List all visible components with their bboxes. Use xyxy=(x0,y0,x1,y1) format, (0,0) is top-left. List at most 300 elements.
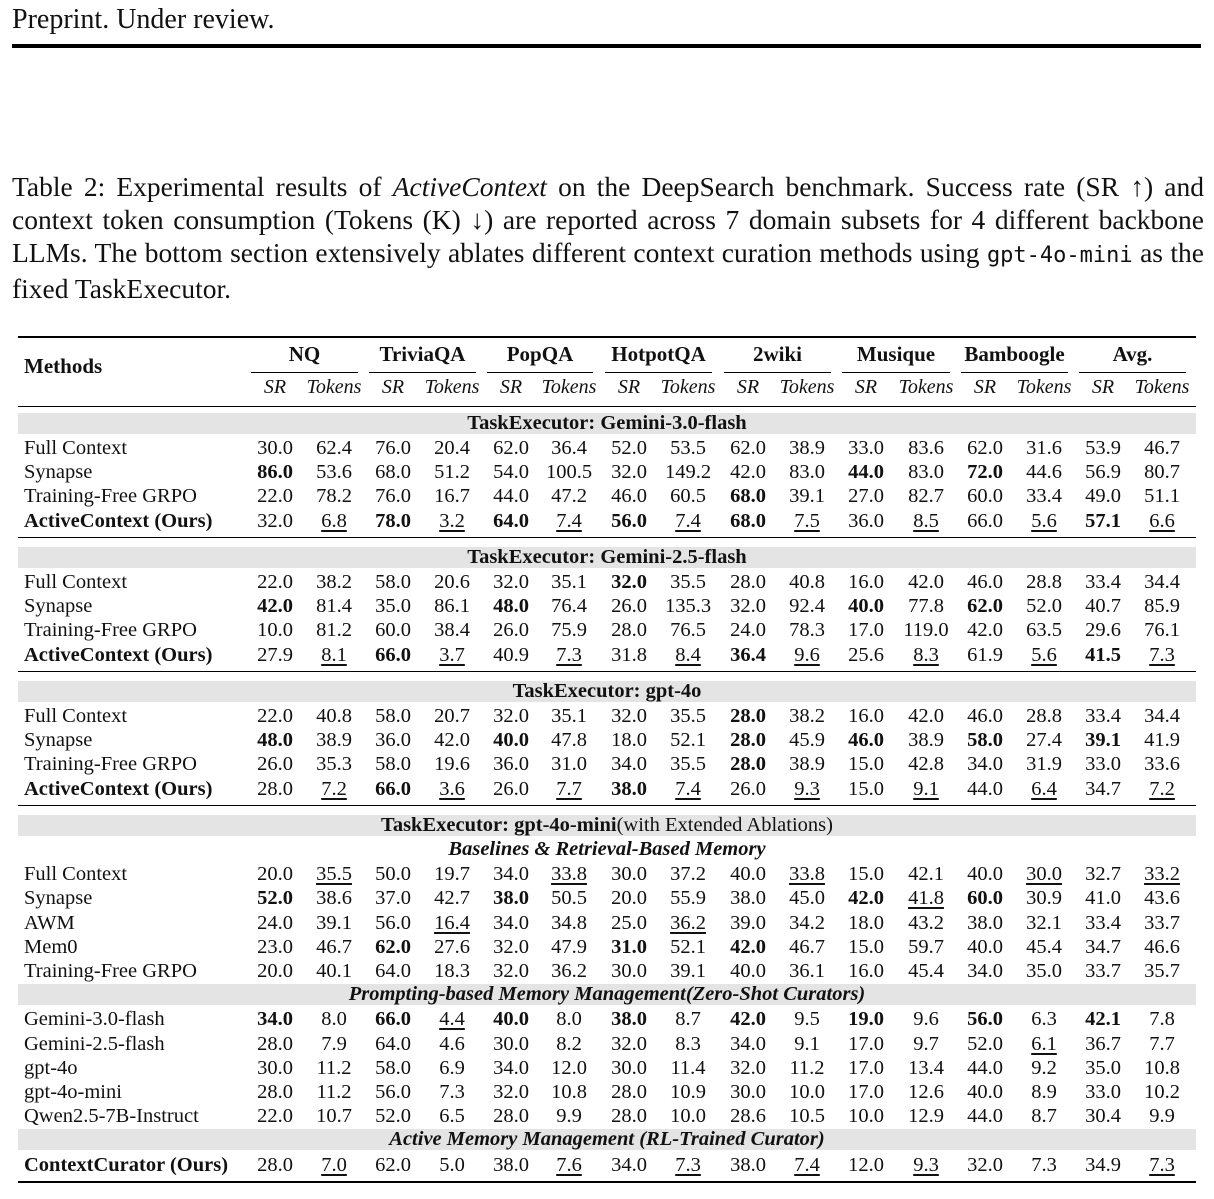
table-row xyxy=(18,936,1196,960)
tokens-cell: 19.7 xyxy=(434,863,470,886)
tokens-cell: 46.7 xyxy=(316,935,352,958)
tokens-cell: 83.6 xyxy=(908,437,944,459)
sr-cell: 34.7 xyxy=(1085,777,1121,800)
tokens-cell: 3.2 xyxy=(439,509,465,532)
tokens-cell: 6.1 xyxy=(1031,1032,1057,1055)
sr-cell: 28.0 xyxy=(730,729,766,752)
sr-cell: 50.0 xyxy=(375,863,411,886)
tokens-cell: 35.5 xyxy=(670,571,706,593)
tokens-cell: 33.6 xyxy=(1144,753,1180,776)
tokens-cell: 10.0 xyxy=(789,1081,825,1103)
sr-cell: 34.0 xyxy=(493,911,529,934)
tokens-cell: 42.0 xyxy=(434,729,470,752)
tokens-cell: 7.9 xyxy=(321,1032,347,1055)
column-group-underline xyxy=(1079,372,1186,373)
tokens-cell: 40.8 xyxy=(789,571,825,593)
header-rule xyxy=(18,406,1196,407)
row-method-name: AWM xyxy=(24,911,75,934)
sr-cell: 46.0 xyxy=(848,729,884,752)
tokens-cell: 86.1 xyxy=(434,595,470,618)
sr-cell: 38.0 xyxy=(967,911,1003,934)
sr-cell: 64.0 xyxy=(375,960,411,982)
tokens-cell: 35.5 xyxy=(670,705,706,727)
tokens-cell: 45.9 xyxy=(789,729,825,752)
sr-cell: 28.0 xyxy=(730,753,766,776)
sr-cell: 32.0 xyxy=(611,1032,647,1055)
subheader-sr: SR xyxy=(1091,376,1115,398)
subheader-sr: SR xyxy=(973,376,997,398)
sr-cell: 34.0 xyxy=(257,1008,293,1031)
tokens-cell: 42.7 xyxy=(434,887,470,910)
sr-cell: 35.0 xyxy=(1085,1056,1121,1079)
tokens-cell: 8.0 xyxy=(556,1008,582,1031)
sr-cell: 42.0 xyxy=(257,595,293,618)
tokens-cell: 35.5 xyxy=(316,863,352,886)
sr-cell: 48.0 xyxy=(493,595,529,618)
tokens-cell: 7.7 xyxy=(1149,1032,1175,1055)
sr-cell: 66.0 xyxy=(375,1008,411,1031)
tokens-cell: 8.2 xyxy=(556,1032,582,1055)
sr-cell: 52.0 xyxy=(257,887,293,910)
caption-code: gpt-4o-mini xyxy=(986,243,1133,268)
tokens-cell: 32.1 xyxy=(1026,911,1062,934)
row-method-name: Training-Free GRPO xyxy=(24,485,197,508)
tokens-cell: 45.4 xyxy=(1026,935,1062,958)
row-method-name: Gemini-3.0-flash xyxy=(24,1008,165,1031)
tokens-cell: 7.2 xyxy=(321,777,347,800)
sr-cell: 26.0 xyxy=(730,777,766,800)
row-method-name: ActiveContext (Ours) xyxy=(24,509,213,532)
sr-cell: 22.0 xyxy=(257,705,293,727)
column-group-header: Bamboogle xyxy=(964,342,1065,366)
sr-cell: 56.0 xyxy=(967,1008,1003,1031)
sr-cell: 26.0 xyxy=(611,595,647,618)
sr-cell: 60.0 xyxy=(967,887,1003,910)
tokens-cell: 9.1 xyxy=(794,1032,820,1055)
tokens-cell: 20.7 xyxy=(434,705,470,727)
tokens-cell: 5.6 xyxy=(1031,509,1057,532)
sr-cell: 40.9 xyxy=(493,643,529,666)
ablation-title-suffix: (with Extended Ablations) xyxy=(616,814,833,836)
tokens-cell: 9.9 xyxy=(556,1105,582,1128)
tokens-cell: 135.3 xyxy=(664,595,712,618)
sr-cell: 58.0 xyxy=(375,1056,411,1079)
tokens-cell: 7.3 xyxy=(675,1153,701,1176)
sr-cell: 17.0 xyxy=(848,1056,884,1079)
sr-cell: 34.0 xyxy=(493,1056,529,1079)
tokens-cell: 16.7 xyxy=(434,485,470,508)
sr-cell: 62.0 xyxy=(730,437,766,459)
sr-cell: 72.0 xyxy=(967,461,1003,484)
tokens-cell: 78.3 xyxy=(789,619,825,642)
column-group-header: 2wiki xyxy=(752,342,802,366)
subheader-tokens: Tokens xyxy=(424,376,480,398)
sr-cell: 40.0 xyxy=(493,1008,529,1031)
sr-cell: 23.0 xyxy=(257,935,293,958)
tokens-cell: 7.2 xyxy=(1149,777,1175,800)
tokens-cell: 7.3 xyxy=(1149,1153,1175,1176)
sr-cell: 48.0 xyxy=(257,729,293,752)
subheader-tokens: Tokens xyxy=(660,376,716,398)
row-method-name: Synapse xyxy=(24,729,93,752)
ablation-title xyxy=(18,814,1196,837)
section-title: TaskExecutor: Gemini-3.0-flash xyxy=(467,412,747,434)
sr-cell: 52.0 xyxy=(611,437,647,459)
tokens-cell: 38.2 xyxy=(316,571,352,593)
tokens-cell: 39.1 xyxy=(316,911,352,934)
sr-cell: 10.0 xyxy=(848,1105,884,1128)
table-row xyxy=(18,729,1196,753)
tokens-cell: 7.0 xyxy=(321,1153,347,1176)
sr-cell: 32.0 xyxy=(611,571,647,593)
tokens-cell: 41.9 xyxy=(1144,729,1180,752)
tokens-cell: 76.4 xyxy=(551,595,587,618)
tokens-cell: 100.5 xyxy=(545,461,593,484)
tokens-cell: 5.6 xyxy=(1031,643,1057,666)
column-group-header: NQ xyxy=(288,342,321,366)
tokens-cell: 43.6 xyxy=(1144,887,1180,910)
subheader-sr: SR xyxy=(381,376,405,398)
sr-cell: 38.0 xyxy=(493,1153,529,1176)
tokens-cell: 20.6 xyxy=(434,571,470,593)
sr-cell: 25.0 xyxy=(611,911,647,934)
sr-cell: 28.0 xyxy=(611,1105,647,1128)
sr-cell: 30.0 xyxy=(611,863,647,886)
sr-cell: 40.0 xyxy=(967,935,1003,958)
sr-cell: 28.6 xyxy=(730,1105,766,1128)
tokens-cell: 39.1 xyxy=(670,960,706,982)
tokens-cell: 27.4 xyxy=(1026,729,1062,752)
tokens-cell: 59.7 xyxy=(908,935,944,958)
tokens-cell: 42.0 xyxy=(908,571,944,593)
tokens-cell: 47.2 xyxy=(551,485,587,508)
tokens-cell: 38.9 xyxy=(789,437,825,459)
sr-cell: 42.0 xyxy=(730,461,766,484)
table-caption xyxy=(12,170,1204,305)
sr-cell: 78.0 xyxy=(375,509,411,532)
tokens-cell: 4.4 xyxy=(439,1008,465,1031)
table-row xyxy=(18,437,1196,461)
row-method-name: ActiveContext (Ours) xyxy=(24,777,213,800)
table-row xyxy=(18,778,1196,802)
tokens-cell: 8.0 xyxy=(321,1008,347,1031)
sr-cell: 34.0 xyxy=(611,753,647,776)
tokens-cell: 34.4 xyxy=(1144,705,1180,727)
table-row xyxy=(18,960,1196,984)
tokens-cell: 28.8 xyxy=(1026,705,1062,727)
caption-end: as the fixed TaskExecutor. xyxy=(12,237,1204,304)
tokens-cell: 5.0 xyxy=(439,1153,465,1176)
sr-cell: 40.0 xyxy=(967,863,1003,886)
sr-cell: 38.0 xyxy=(611,777,647,800)
tokens-cell: 7.3 xyxy=(1149,643,1175,666)
subheader-tokens: Tokens xyxy=(779,376,835,398)
tokens-cell: 35.5 xyxy=(670,753,706,776)
tokens-cell: 7.3 xyxy=(439,1081,465,1103)
tokens-cell: 81.4 xyxy=(316,595,352,618)
section-title: TaskExecutor: Gemini-2.5-flash xyxy=(467,546,747,568)
tokens-cell: 33.8 xyxy=(789,863,825,886)
tokens-cell: 8.7 xyxy=(675,1008,701,1031)
tokens-cell: 76.1 xyxy=(1144,619,1180,642)
sr-cell: 52.0 xyxy=(967,1032,1003,1055)
tokens-cell: 8.1 xyxy=(321,643,347,666)
tokens-cell: 12.0 xyxy=(551,1056,587,1079)
sr-cell: 30.0 xyxy=(611,960,647,982)
sr-cell: 42.0 xyxy=(967,619,1003,642)
tokens-cell: 12.9 xyxy=(908,1105,944,1128)
sr-cell: 30.0 xyxy=(730,1081,766,1103)
tokens-cell: 36.1 xyxy=(789,960,825,982)
section-title: TaskExecutor: gpt-4o xyxy=(512,680,702,702)
sr-cell: 10.0 xyxy=(257,619,293,642)
sr-cell: 42.0 xyxy=(730,1008,766,1031)
row-method-name: gpt-4o xyxy=(24,1056,78,1079)
sr-cell: 64.0 xyxy=(493,509,529,532)
tokens-cell: 41.8 xyxy=(908,887,944,910)
tokens-cell: 38.6 xyxy=(316,887,352,910)
tokens-cell: 34.2 xyxy=(789,911,825,934)
sr-cell: 30.4 xyxy=(1085,1105,1121,1128)
sr-cell: 32.0 xyxy=(730,1056,766,1079)
sr-cell: 34.0 xyxy=(611,1153,647,1176)
sr-cell: 33.4 xyxy=(1085,571,1121,593)
sr-cell: 15.0 xyxy=(848,777,884,800)
column-group-header: PopQA xyxy=(506,342,574,366)
sr-cell: 28.0 xyxy=(611,1081,647,1103)
sr-cell: 16.0 xyxy=(848,571,884,593)
table-row xyxy=(18,1033,1196,1057)
tokens-cell: 30.9 xyxy=(1026,887,1062,910)
tokens-cell: 11.4 xyxy=(670,1056,706,1079)
tokens-cell: 46.6 xyxy=(1144,935,1180,958)
tokens-cell: 33.8 xyxy=(551,863,587,886)
tokens-cell: 35.1 xyxy=(551,705,587,727)
tokens-cell: 83.0 xyxy=(908,461,944,484)
tokens-cell: 27.6 xyxy=(434,935,470,958)
sr-cell: 62.0 xyxy=(375,935,411,958)
table-row xyxy=(18,1081,1196,1105)
column-group-underline xyxy=(605,372,712,373)
column-group-underline xyxy=(961,372,1068,373)
tokens-cell: 31.0 xyxy=(551,753,587,776)
tokens-cell: 7.3 xyxy=(1031,1153,1057,1176)
tokens-cell: 42.0 xyxy=(908,705,944,727)
tokens-cell: 31.6 xyxy=(1026,437,1062,459)
sr-cell: 33.0 xyxy=(848,437,884,459)
row-method-name: Training-Free GRPO xyxy=(24,960,197,982)
tokens-cell: 38.4 xyxy=(434,619,470,642)
sr-cell: 44.0 xyxy=(967,1056,1003,1079)
row-method-name: Full Context xyxy=(24,571,128,593)
tokens-cell: 9.6 xyxy=(794,643,820,666)
sr-cell: 37.0 xyxy=(375,887,411,910)
tokens-cell: 76.5 xyxy=(670,619,706,642)
sr-cell: 32.0 xyxy=(967,1153,1003,1176)
tokens-cell: 7.4 xyxy=(556,509,582,532)
tokens-cell: 62.4 xyxy=(316,437,352,459)
sr-cell: 34.0 xyxy=(493,863,529,886)
sr-cell: 40.0 xyxy=(967,1081,1003,1103)
tokens-cell: 6.5 xyxy=(439,1105,465,1128)
tokens-cell: 31.9 xyxy=(1026,753,1062,776)
tokens-cell: 36.4 xyxy=(551,437,587,459)
sr-cell: 40.0 xyxy=(730,863,766,886)
sr-cell: 40.7 xyxy=(1085,595,1121,618)
tokens-cell: 149.2 xyxy=(664,461,712,484)
sr-cell: 58.0 xyxy=(375,753,411,776)
methods-header: Methods xyxy=(24,354,103,378)
sr-cell: 32.0 xyxy=(257,509,293,532)
tokens-cell: 8.4 xyxy=(675,643,701,666)
sr-cell: 42.0 xyxy=(730,935,766,958)
sr-cell: 28.0 xyxy=(730,571,766,593)
sr-cell: 33.4 xyxy=(1085,911,1121,934)
sr-cell: 38.0 xyxy=(493,887,529,910)
sr-cell: 57.1 xyxy=(1085,509,1121,532)
column-group-header: TriviaQA xyxy=(379,342,466,366)
sr-cell: 36.0 xyxy=(493,753,529,776)
tokens-cell: 9.6 xyxy=(913,1008,939,1031)
tokens-cell: 92.4 xyxy=(789,595,825,618)
caption-method-name: ActiveContext xyxy=(392,171,547,202)
sr-cell: 44.0 xyxy=(967,777,1003,800)
sr-cell: 34.0 xyxy=(730,1032,766,1055)
tokens-cell: 60.5 xyxy=(670,485,706,508)
section-rule xyxy=(18,805,1196,806)
sr-cell: 17.0 xyxy=(848,1032,884,1055)
tokens-cell: 39.1 xyxy=(789,485,825,508)
sr-cell: 76.0 xyxy=(375,485,411,508)
column-group-underline xyxy=(251,372,358,373)
sr-cell: 20.0 xyxy=(257,960,293,982)
tokens-cell: 36.2 xyxy=(551,960,587,982)
sr-cell: 61.9 xyxy=(967,643,1003,666)
tokens-cell: 10.8 xyxy=(551,1081,587,1103)
tokens-cell: 52.1 xyxy=(670,935,706,958)
tokens-cell: 78.2 xyxy=(316,485,352,508)
sr-cell: 33.0 xyxy=(1085,753,1121,776)
column-group-header: Musique xyxy=(856,342,936,366)
tokens-cell: 47.8 xyxy=(551,729,587,752)
row-method-name: Training-Free GRPO xyxy=(24,619,197,642)
sr-cell: 22.0 xyxy=(257,1105,293,1128)
sr-cell: 27.9 xyxy=(257,643,293,666)
tokens-cell: 43.2 xyxy=(908,911,944,934)
row-method-name: Full Context xyxy=(24,437,128,459)
sr-cell: 38.0 xyxy=(730,887,766,910)
tokens-cell: 35.3 xyxy=(316,753,352,776)
column-group-underline xyxy=(487,372,593,373)
tokens-cell: 7.4 xyxy=(794,1153,820,1176)
tokens-cell: 6.9 xyxy=(439,1056,465,1079)
sr-cell: 28.0 xyxy=(611,619,647,642)
tokens-cell: 9.3 xyxy=(794,777,820,800)
sr-cell: 30.0 xyxy=(257,437,293,459)
tokens-cell: 50.5 xyxy=(551,887,587,910)
subheader-sr: SR xyxy=(617,376,641,398)
sr-cell: 33.4 xyxy=(1085,705,1121,727)
sr-cell: 31.8 xyxy=(611,643,647,666)
section-rule xyxy=(18,671,1196,672)
tokens-cell: 30.0 xyxy=(1026,863,1062,886)
tokens-cell: 119.0 xyxy=(903,619,949,642)
row-method-name: Full Context xyxy=(24,705,128,727)
sr-cell: 53.9 xyxy=(1085,437,1121,459)
sr-cell: 49.0 xyxy=(1085,485,1121,508)
tokens-cell: 77.8 xyxy=(908,595,944,618)
tokens-cell: 8.5 xyxy=(913,509,939,532)
sr-cell: 28.0 xyxy=(257,1081,293,1103)
sr-cell: 30.0 xyxy=(257,1056,293,1079)
tokens-cell: 38.9 xyxy=(789,753,825,776)
tokens-cell: 45.0 xyxy=(789,887,825,910)
sr-cell: 38.0 xyxy=(730,1153,766,1176)
tokens-cell: 10.9 xyxy=(670,1081,706,1103)
tokens-cell: 51.2 xyxy=(434,461,470,484)
row-method-name: Qwen2.5-7B-Instruct xyxy=(24,1105,199,1128)
sr-cell: 33.7 xyxy=(1085,960,1121,982)
subheader-sr: SR xyxy=(263,376,287,398)
tokens-cell: 38.9 xyxy=(908,729,944,752)
sr-cell: 15.0 xyxy=(848,753,884,776)
tokens-cell: 7.4 xyxy=(675,509,701,532)
sr-cell: 44.0 xyxy=(848,461,884,484)
sr-cell: 86.0 xyxy=(257,461,293,484)
tokens-cell: 36.2 xyxy=(670,911,706,934)
tokens-cell: 80.7 xyxy=(1144,461,1180,484)
sr-cell: 28.0 xyxy=(257,1032,293,1055)
sr-cell: 16.0 xyxy=(848,705,884,727)
sr-cell: 40.0 xyxy=(730,960,766,982)
column-group-header: HotpotQA xyxy=(611,342,706,366)
sr-cell: 32.0 xyxy=(493,935,529,958)
sr-cell: 32.0 xyxy=(611,705,647,727)
tokens-cell: 10.5 xyxy=(789,1105,825,1128)
row-method-name: gpt-4o-mini xyxy=(24,1081,122,1103)
tokens-cell: 9.1 xyxy=(913,777,939,800)
row-method-name: Training-Free GRPO xyxy=(24,753,197,776)
section-rule xyxy=(18,537,1196,538)
row-method-name: Synapse xyxy=(24,461,93,484)
table-top-rule xyxy=(18,336,1196,338)
sr-cell: 54.0 xyxy=(493,461,529,484)
tokens-cell: 45.4 xyxy=(908,960,944,982)
sr-cell: 68.0 xyxy=(730,509,766,532)
tokens-cell: 7.3 xyxy=(556,643,582,666)
sr-cell: 17.0 xyxy=(848,1081,884,1103)
sr-cell: 46.0 xyxy=(967,705,1003,727)
tokens-cell: 42.8 xyxy=(908,753,944,776)
sr-cell: 29.6 xyxy=(1085,619,1121,642)
sr-cell: 40.0 xyxy=(848,595,884,618)
tokens-cell: 11.2 xyxy=(316,1081,352,1103)
table-row xyxy=(18,887,1196,911)
tokens-cell: 35.1 xyxy=(551,571,587,593)
sr-cell: 32.0 xyxy=(611,461,647,484)
sr-cell: 56.9 xyxy=(1085,461,1121,484)
sr-cell: 30.0 xyxy=(493,1032,529,1055)
sr-cell: 26.0 xyxy=(493,619,529,642)
tokens-cell: 3.7 xyxy=(439,643,465,666)
sr-cell: 22.0 xyxy=(257,571,293,593)
table-row xyxy=(18,571,1196,595)
sr-cell: 41.0 xyxy=(1085,887,1121,910)
sr-cell: 42.0 xyxy=(848,887,884,910)
sr-cell: 62.0 xyxy=(375,1153,411,1176)
sr-cell: 32.0 xyxy=(493,571,529,593)
tokens-cell: 34.8 xyxy=(551,911,587,934)
